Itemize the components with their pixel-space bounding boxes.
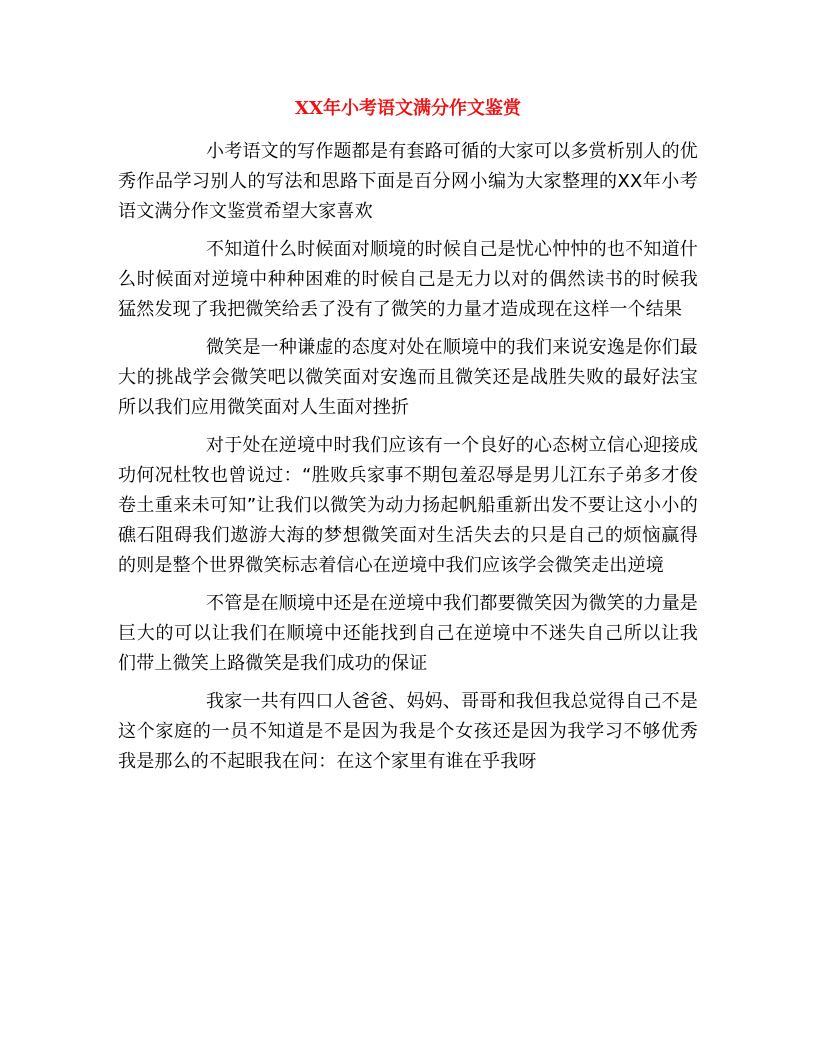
paragraph: 我家一共有四口人爸爸、妈妈、哥哥和我但我总觉得自己不是这个家庭的一员不知道是不是因为我是个女孩还是因为我学习不够优秀我是那么的不起眼我在问：在这个家里有谁在乎我呀 [118, 691, 698, 772]
document-body [118, 137, 698, 785]
paragraph: 对于处在逆境中时我们应该有一个良好的心态树立信心迎接成功何况杜牧也曾说过：“胜败兵家事不期包羞忍辱是男儿江东子弟多才俊卷土重来未可知”让我们以微笑为动力扬起帆船重新出发不要让这小小的礁石阻碍我们遨游大海的梦想微笑面对生活失去的只是自己的烦恼赢得的则是整个世界微笑标志着信心在逆境中我们应该学会微笑走出逆境 [118, 435, 698, 576]
paragraph: 小考语文的写作题都是有套路可循的大家可以多赏析别人的优秀作品学习别人的写法和思路下面是百分网小编为大家整理的XX年小考语文满分作文鉴赏希望大家喜欢 [118, 141, 698, 222]
paragraph: 不管是在顺境中还是在逆境中我们都要微笑因为微笑的力量是巨大的可以让我们在顺境中还能找到自己在逆境中不迷失自己所以让我们带上微笑上路微笑是我们成功的保证 [118, 593, 698, 674]
paragraph: 微笑是一种谦虚的态度对处在顺境中的我们来说安逸是你们最大的挑战学会微笑吧以微笑面对安逸而且微笑还是战胜失败的最好法宝所以我们应用微笑面对人生面对挫折 [118, 337, 698, 418]
paragraph: 不知道什么时候面对顺境的时候自己是忧心忡忡的也不知道什么时候面对逆境中种种困难的时候自己是无力以对的偶然读书的时候我猛然发现了我把微笑给丢了没有了微笑的力量才造成现在这样一个结果 [118, 239, 698, 320]
document-title: XX年小考语文满分作文鉴赏 [295, 98, 521, 119]
